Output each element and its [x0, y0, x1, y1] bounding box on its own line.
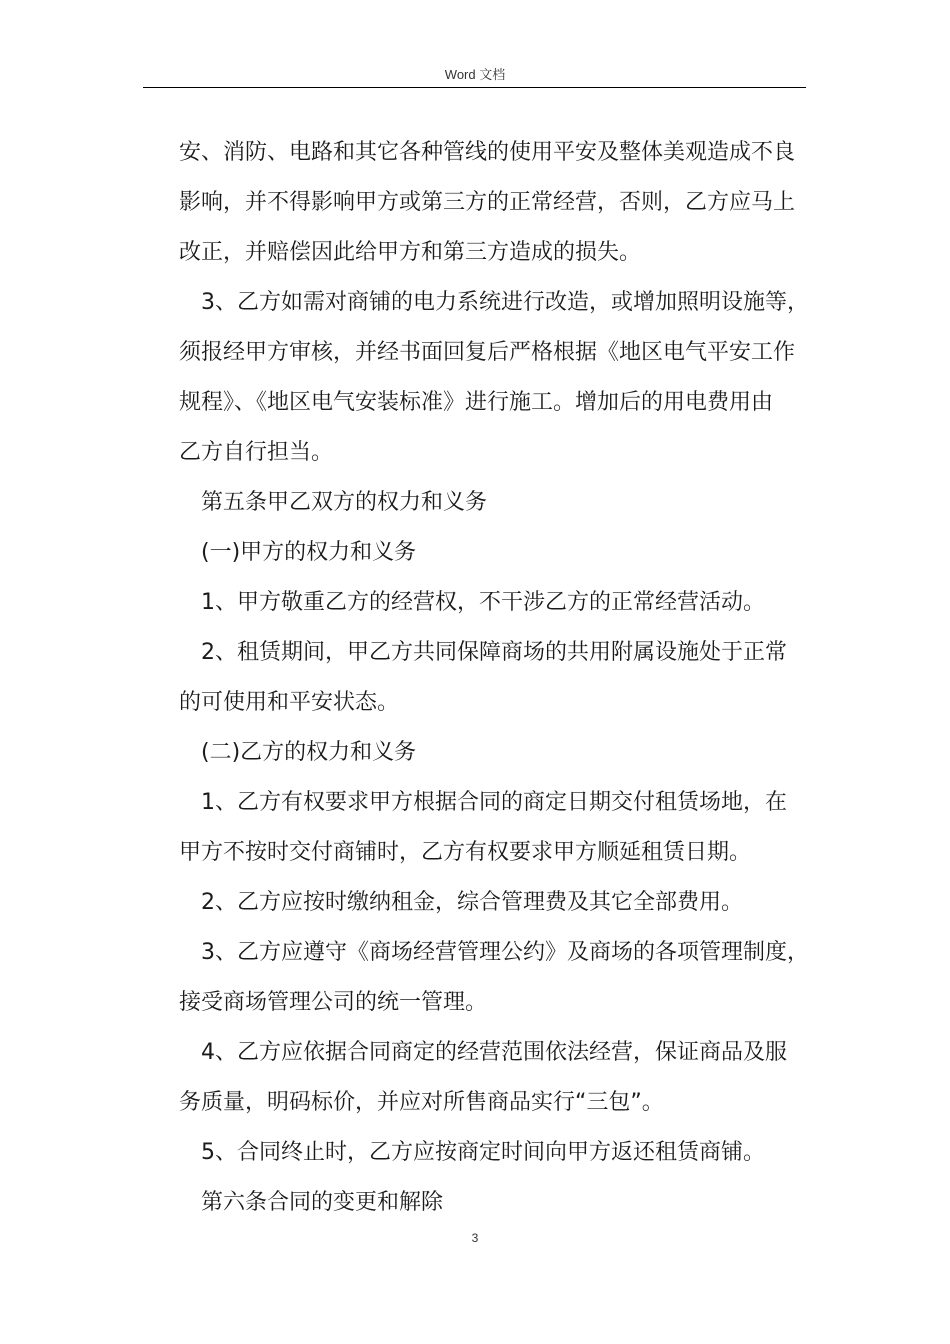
body-line-12: 的可使用和平安状态。 [179, 690, 400, 715]
body-line-16: 2、乙方应按时缴纳租金，综合管理费及其它全部费用。 [201, 890, 743, 915]
body-line-21: 5、合同终止时，乙方应按商定时间向甲方返还租赁商铺。 [201, 1140, 765, 1165]
section-heading-6: 第六条合同的变更和解除 [201, 1190, 444, 1215]
body-line-2: 影响，并不得影响甲方或第三方的正常经营，否则，乙方应马上 [179, 190, 796, 215]
body-line-18: 接受商场管理公司的统一管理。 [179, 990, 488, 1015]
subsection-heading-party-b: (二)乙方的权力和义务 [201, 740, 417, 765]
document-body [179, 128, 809, 1228]
body-line-17: 3、乙方应遵守《商场经营管理公约》及商场的各项管理制度， [201, 940, 809, 965]
body-line-19: 4、乙方应依据合同商定的经营范围依法经营，保证商品及服 [201, 1040, 787, 1065]
subsection-heading-party-a: (一)甲方的权力和义务 [201, 540, 417, 565]
page-header-title: Word 文档 [444, 67, 506, 82]
body-line-10: 1、甲方敬重乙方的经营权，不干涉乙方的正常经营活动。 [201, 590, 765, 615]
body-line-20: 务质量，明码标价，并应对所售商品实行“三包”。 [179, 1090, 664, 1115]
header-divider [143, 87, 806, 88]
body-line-4: 3、乙方如需对商铺的电力系统进行改造，或增加照明设施等， [201, 290, 809, 315]
body-line-11: 2、租赁期间，甲乙方共同保障商场的共用附属设施处于正常 [201, 640, 787, 665]
body-line-14: 1、乙方有权要求甲方根据合同的商定日期交付租赁场地，在 [201, 790, 787, 815]
page-number: 3 [471, 1231, 479, 1245]
section-heading-5: 第五条甲乙双方的权力和义务 [201, 490, 488, 515]
body-line-5: 须报经甲方审核，并经书面回复后严格根据《地区电气平安工作 [179, 340, 796, 365]
body-line-6: 规程》、《地区电气安装标准》进行施工。增加后的用电费用由 [179, 390, 774, 415]
body-line-1: 安、消防、电路和其它各种管线的使用平安及整体美观造成不良 [179, 140, 796, 165]
body-line-7: 乙方自行担当。 [179, 440, 334, 465]
body-line-15: 甲方不按时交付商铺时，乙方有权要求甲方顺延租赁日期。 [179, 840, 752, 865]
body-line-3: 改正，并赔偿因此给甲方和第三方造成的损失。 [179, 240, 642, 265]
